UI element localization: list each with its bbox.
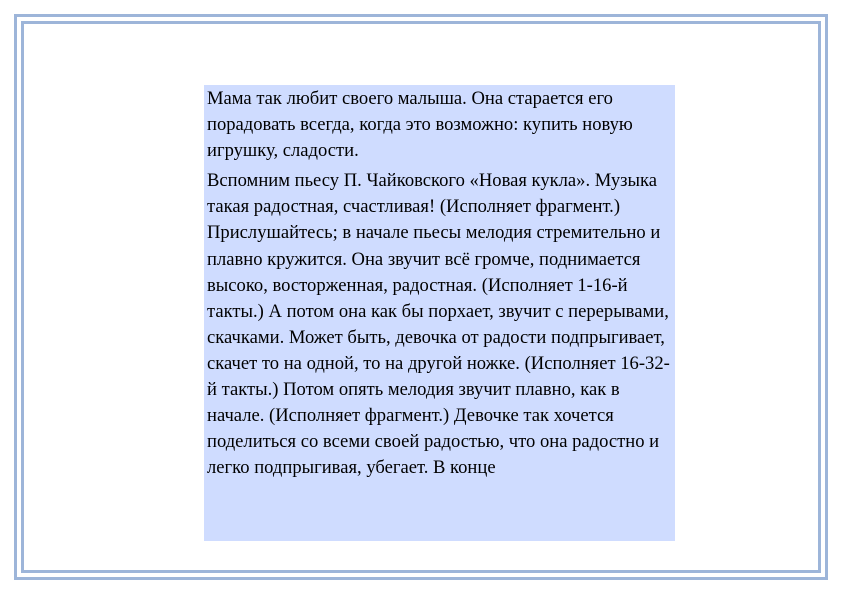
paragraph-intro: Мама так любит своего малыша. Она старается его порадовать всегда, когда это возможно: купить новую игрушку, сладости. — [207, 88, 633, 162]
text-box — [204, 85, 675, 541]
paragraph-main: Вспомним пьесу П. Чайковского «Новая кукла». Музыка такая радостная, счастливая! (Исполняет фрагмент.) Прислушайтесь; в начале пьесы мелодия стремительно и плавно кружится. Она звучит всё громче, поднимается высоко, восторженная, радостная. (Исполняет 1-16-й такты.) А потом она как бы порхает, звучит с перерывами, скачками. Может быть, девочка от радости подпрыгивает, скачет то на одной, то на другой ножке. (Исполняет 16-32-й такты.) Потом опять мелодия звучит плавно, как в начале. (Исполняет фрагмент.) Девочке так хочется поделиться со всеми своей радостью, что она радостно и легко подпрыгивая, убегает. В конце — [207, 170, 670, 479]
